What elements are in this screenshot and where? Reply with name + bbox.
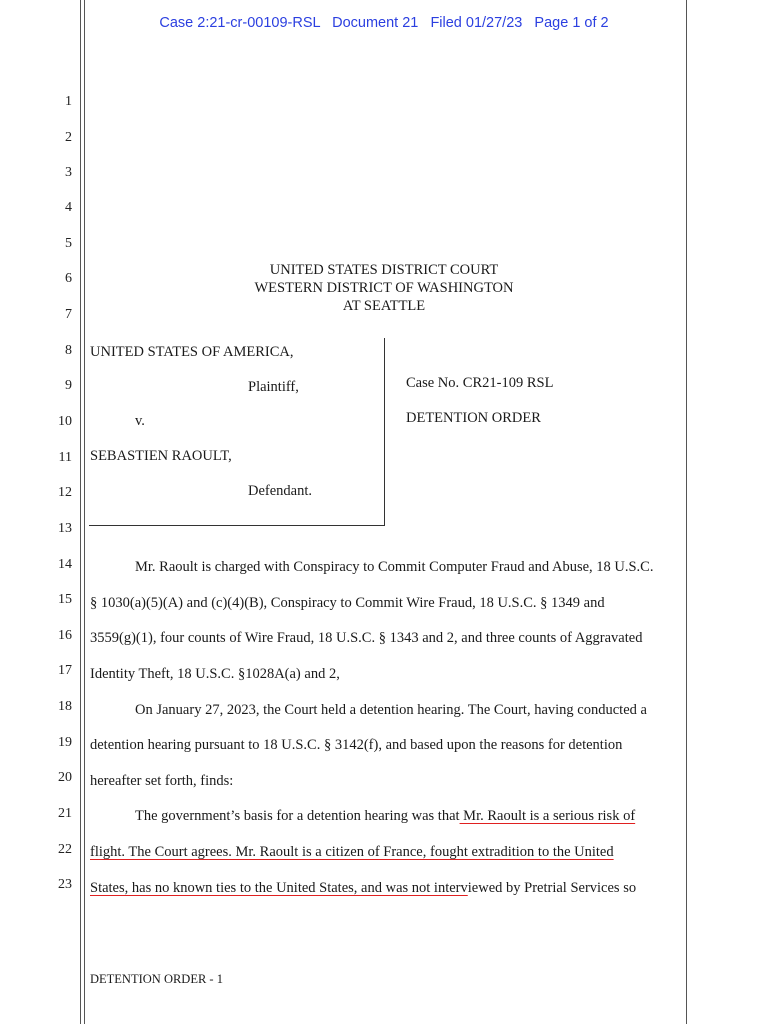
line-number: 11 xyxy=(58,450,72,465)
line-number: 6 xyxy=(65,271,72,286)
line-number: 22 xyxy=(58,842,72,857)
versus-label: v. xyxy=(135,413,145,429)
line-number: 9 xyxy=(65,378,72,393)
body-text-line xyxy=(135,806,635,826)
body-text-line: detention hearing pursuant to 18 U.S.C. § 3142(f), and based upon the reasons for detention xyxy=(90,737,623,753)
line-number: 23 xyxy=(58,877,72,892)
defendant-role: Defendant. xyxy=(248,483,313,499)
line-number: 17 xyxy=(58,663,72,678)
body-text-segment: iewed by Pretrial Services so xyxy=(467,880,637,896)
line-number: 1 xyxy=(65,94,72,109)
body-text-line: hereafter set forth, finds: xyxy=(90,773,234,789)
underlined-text: flight. The Court agrees. Mr. Raoult is a citizen of France, fought extradition to the United xyxy=(90,844,614,860)
document-title: DETENTION ORDER xyxy=(406,410,541,426)
right-margin-rule xyxy=(686,0,687,1024)
line-number: 15 xyxy=(58,592,72,607)
body-text-line: § 1030(a)(5)(A) and (c)(4)(B), Conspiracy to Commit Wire Fraud, 18 U.S.C. § 1349 and xyxy=(90,595,605,611)
court-title xyxy=(89,261,679,315)
body-text-line xyxy=(90,878,636,898)
case-number: Case No. CR21-109 RSL xyxy=(406,375,554,391)
line-number: 19 xyxy=(58,735,72,750)
line-numbers xyxy=(0,0,80,1024)
body-text-line xyxy=(90,842,614,862)
court-district: WESTERN DISTRICT OF WASHINGTON xyxy=(254,280,514,296)
left-margin-rule-outer xyxy=(80,0,81,1024)
line-number: 2 xyxy=(65,130,72,145)
ecf-header-stamp: Case 2:21-cr-00109-RSL Document 21 Filed 01/27/23 Page 1 of 2 xyxy=(159,15,609,31)
court-name: UNITED STATES DISTRICT COURT xyxy=(269,262,499,278)
body-text-line: On January 27, 2023, the Court held a detention hearing. The Court, having conducted a xyxy=(135,702,647,718)
line-number: 20 xyxy=(58,770,72,785)
body-text-line: Identity Theft, 18 U.S.C. §1028A(a) and 2, xyxy=(90,666,340,682)
body-text-segment: The government’s basis for a detention hearing was that xyxy=(135,808,460,824)
line-number: 5 xyxy=(65,236,72,251)
line-number: 7 xyxy=(65,307,72,322)
body-text-line: 3559(g)(1), four counts of Wire Fraud, 18 U.S.C. § 1343 and 2, and three counts of Aggravated xyxy=(90,630,643,646)
court-location: AT SEATTLE xyxy=(342,298,426,314)
line-number: 12 xyxy=(58,485,72,500)
line-number: 21 xyxy=(58,806,72,821)
plaintiff-role: Plaintiff, xyxy=(248,379,299,395)
line-number: 13 xyxy=(58,521,72,536)
line-number: 10 xyxy=(58,414,72,429)
underlined-text: States, has no known ties to the United States, and was not interv xyxy=(90,880,468,896)
defendant-name: SEBASTIEN RAOULT, xyxy=(90,448,232,464)
case-caption-box xyxy=(89,338,385,526)
page-footer: DETENTION ORDER - 1 xyxy=(90,972,223,986)
line-number: 3 xyxy=(65,165,72,180)
line-number: 14 xyxy=(58,557,72,572)
line-number: 18 xyxy=(58,699,72,714)
left-margin-rule-inner xyxy=(84,0,85,1024)
underlined-text: Mr. Raoult is a serious risk of xyxy=(459,808,636,824)
line-number: 4 xyxy=(65,200,72,215)
line-number: 8 xyxy=(65,343,72,358)
line-number: 16 xyxy=(58,628,72,643)
plaintiff-name: UNITED STATES OF AMERICA, xyxy=(90,344,294,360)
body-text-line: Mr. Raoult is charged with Conspiracy to Commit Computer Fraud and Abuse, 18 U.S.C. xyxy=(135,559,654,575)
